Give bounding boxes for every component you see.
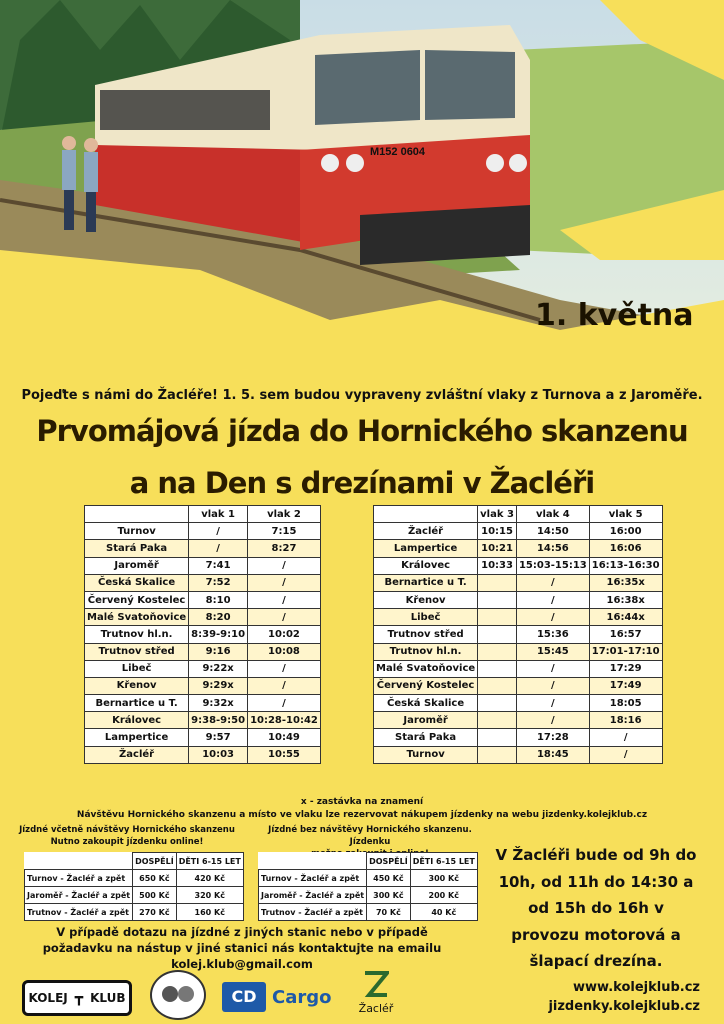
departure-time xyxy=(478,574,517,591)
departure-time: / xyxy=(189,523,248,540)
timetable-row xyxy=(374,746,663,763)
draisine-line: od 15h do 16h v xyxy=(528,899,664,917)
price-value: 500 Kč xyxy=(133,887,177,904)
departure-time xyxy=(478,746,517,763)
timetable-row xyxy=(85,746,321,763)
train-number-label: M152 0604 xyxy=(370,146,426,158)
header-train: vlak 1 xyxy=(189,506,248,523)
departure-time xyxy=(478,626,517,643)
price-value: 40 Kč xyxy=(410,904,477,921)
timetable-row xyxy=(374,712,663,729)
price-header-blank xyxy=(25,853,133,870)
header-train: vlak 5 xyxy=(589,506,662,523)
header-station xyxy=(85,506,189,523)
station-name: Křenov xyxy=(85,677,189,694)
tickets-link[interactable]: jizdenky.kolejklub.cz xyxy=(548,999,700,1014)
departure-time: / xyxy=(516,695,589,712)
reservation-note: Návštěvu Hornického skanzenu a místo ve vlaku lze rezervovat nákupem jízdenky na webu jizdenky.kolejklub.cz xyxy=(76,810,648,820)
departure-time: 14:56 xyxy=(516,540,589,557)
station-name: Červený Kostelec xyxy=(85,591,189,608)
kolejklub-logo-right: KLUB xyxy=(90,991,126,1005)
station-name: Žacléř xyxy=(374,523,478,540)
station-name: Česká Skalice xyxy=(374,695,478,712)
departure-time: / xyxy=(248,557,321,574)
timetable-row xyxy=(374,523,663,540)
route-name: Jaroměř - Žacléř a zpět xyxy=(25,887,133,904)
station-name: Stará Paka xyxy=(85,540,189,557)
timetable-row xyxy=(85,523,321,540)
station-name: Lampertice xyxy=(85,729,189,746)
departure-time: 16:13-16:30 xyxy=(589,557,662,574)
price-row xyxy=(25,887,244,904)
departure-time: 9:38-9:50 xyxy=(189,712,248,729)
price-header-row xyxy=(259,853,478,870)
departure-time: 18:16 xyxy=(589,712,662,729)
price-row xyxy=(259,904,478,921)
departure-time: 7:52 xyxy=(189,574,248,591)
departure-time: / xyxy=(248,677,321,694)
price-header: DOSPĚLÍ xyxy=(367,853,411,870)
station-name: Jaroměř xyxy=(374,712,478,729)
departure-time: 15:36 xyxy=(516,626,589,643)
departure-time: 8:27 xyxy=(248,540,321,557)
price-value: 300 Kč xyxy=(410,870,477,887)
price-value: 160 Kč xyxy=(176,904,243,921)
price-value: 70 Kč xyxy=(367,904,411,921)
departure-time: 17:49 xyxy=(589,677,662,694)
departure-time: 15:03-15:13 xyxy=(516,557,589,574)
route-name: Trutnov - Žacléř a zpět xyxy=(25,904,133,921)
price-row xyxy=(259,870,478,887)
seal-faces-icon xyxy=(158,978,198,1012)
timetable-header-row xyxy=(85,506,321,523)
departure-time: 9:16 xyxy=(189,643,248,660)
station-name: Česká Skalice xyxy=(85,574,189,591)
departure-time xyxy=(478,712,517,729)
departure-time: 10:55 xyxy=(248,746,321,763)
timetable-row xyxy=(85,574,321,591)
contact-email[interactable]: kolej.klub@gmail.com xyxy=(171,957,313,971)
station-name: Trutnov střed xyxy=(85,643,189,660)
station-name: Turnov xyxy=(85,523,189,540)
departure-time: / xyxy=(589,729,662,746)
station-name: Trutnov hl.n. xyxy=(85,626,189,643)
timetable-row xyxy=(374,557,663,574)
timetable-row xyxy=(374,660,663,677)
timetable-row xyxy=(85,712,321,729)
departure-time: / xyxy=(516,660,589,677)
departure-time: 16:06 xyxy=(589,540,662,557)
price-table-with-museum xyxy=(24,852,244,921)
timetable-row xyxy=(374,643,663,660)
header-train: vlak 3 xyxy=(478,506,517,523)
price-header: DOSPĚLÍ xyxy=(133,853,177,870)
price-header-blank xyxy=(259,853,367,870)
timetable-row xyxy=(85,557,321,574)
departure-time: 16:35x xyxy=(589,574,662,591)
departure-time: 8:10 xyxy=(189,591,248,608)
departure-time: / xyxy=(516,574,589,591)
price-row xyxy=(25,904,244,921)
station-name: Královec xyxy=(374,557,478,574)
departure-time: / xyxy=(189,540,248,557)
station-name: Bernartice u T. xyxy=(374,574,478,591)
timetable-row xyxy=(374,609,663,626)
cargo-text: Cargo xyxy=(272,986,332,1008)
price-value: 420 Kč xyxy=(176,870,243,887)
departure-time: 15:45 xyxy=(516,643,589,660)
website-link[interactable]: www.kolejklub.cz xyxy=(573,980,700,995)
price-left-label: Jízdné včetně návštěvy Hornického skanzenu Nutno zakoupit jízdenku online! xyxy=(19,825,235,847)
departure-time xyxy=(478,643,517,660)
timetable-row xyxy=(85,626,321,643)
route-name: Turnov - Žacléř a zpět xyxy=(259,870,367,887)
timetable-row xyxy=(374,540,663,557)
departure-time: / xyxy=(516,712,589,729)
station-name: Červený Kostelec xyxy=(374,677,478,694)
departure-time: 10:03 xyxy=(189,746,248,763)
header-station xyxy=(374,506,478,523)
departure-time: 17:28 xyxy=(516,729,589,746)
station-name: Bernartice u T. xyxy=(85,695,189,712)
main-title-line1: Prvomájová jízda do Hornického skanzenu xyxy=(36,414,688,448)
departure-time xyxy=(478,729,517,746)
zacler-text: Žacléř xyxy=(358,1002,394,1015)
departure-time: 10:08 xyxy=(248,643,321,660)
departure-time: 9:29x xyxy=(189,677,248,694)
zacler-logo xyxy=(354,970,398,1015)
station-name: Trutnov střed xyxy=(374,626,478,643)
zacler-z-icon xyxy=(363,970,389,998)
station-name: Malé Svatoňovice xyxy=(374,660,478,677)
departure-time xyxy=(478,591,517,608)
departure-time: 7:15 xyxy=(248,523,321,540)
station-name: Libeč xyxy=(374,609,478,626)
departure-time xyxy=(478,677,517,694)
departure-time: 10:21 xyxy=(478,540,517,557)
request-stop-note: x - zastávka na znamení xyxy=(300,797,424,807)
departure-time: 8:39-9:10 xyxy=(189,626,248,643)
timetable-row xyxy=(85,609,321,626)
kolejklub-logo-left: KOLEJ xyxy=(28,991,68,1005)
timetable-row xyxy=(374,574,663,591)
timetable-outbound xyxy=(84,505,321,764)
timetable-row xyxy=(374,695,663,712)
departure-time: 16:57 xyxy=(589,626,662,643)
departure-time: 9:57 xyxy=(189,729,248,746)
price-right-label: Jízdné bez návštěvy Hornického skanzenu. Jízdenku xyxy=(268,825,472,847)
departure-time: 14:50 xyxy=(516,523,589,540)
departure-time: 7:41 xyxy=(189,557,248,574)
timetable-row xyxy=(85,540,321,557)
station-name: Trutnov hl.n. xyxy=(374,643,478,660)
draisine-line: V Žacléři bude od 9h do xyxy=(495,846,697,864)
station-name: Libeč xyxy=(85,660,189,677)
route-name: Turnov - Žacléř a zpět xyxy=(25,870,133,887)
departure-time: 9:22x xyxy=(189,660,248,677)
station-name: Stará Paka xyxy=(374,729,478,746)
timetable-return xyxy=(373,505,663,764)
station-name: Lampertice xyxy=(374,540,478,557)
departure-time: 10:02 xyxy=(248,626,321,643)
price-header: DĚTI 6-15 LET xyxy=(176,853,243,870)
draisine-line: šlapací drezína. xyxy=(529,952,663,970)
timetable-row xyxy=(85,660,321,677)
departure-time: / xyxy=(589,746,662,763)
family-railway-seal-icon xyxy=(150,970,206,1020)
station-name: Žacléř xyxy=(85,746,189,763)
departure-time: 16:00 xyxy=(589,523,662,540)
draisine-line: provozu motorová a xyxy=(511,925,681,944)
contact-info xyxy=(20,924,464,972)
timetable-row xyxy=(374,729,663,746)
departure-time: 10:49 xyxy=(248,729,321,746)
route-name: Jaroměř - Žacléř a zpět xyxy=(259,887,367,904)
contact-line-1: V případě dotazu na jízdné z jiných stanic nebo v případě xyxy=(56,925,428,939)
timetable-row xyxy=(374,677,663,694)
timetable-row xyxy=(85,677,321,694)
price-table-without-museum xyxy=(258,852,478,921)
rail-icon: ┳ xyxy=(74,990,84,1006)
departure-time: 8:20 xyxy=(189,609,248,626)
draisine-line: 10h, od 11h do 14:30 a xyxy=(498,872,694,891)
departure-time: 10:15 xyxy=(478,523,517,540)
station-name: Jaroměř xyxy=(85,557,189,574)
date-badge: 1. května xyxy=(535,298,694,333)
station-name: Křenov xyxy=(374,591,478,608)
contact-line-2: požadavku na nástup v jiné stanici nás kontaktujte na emailu xyxy=(42,941,442,955)
cd-mark: CD xyxy=(222,982,266,1012)
draisine-info xyxy=(480,842,712,975)
price-row xyxy=(25,870,244,887)
departure-time: / xyxy=(516,609,589,626)
timetable-row xyxy=(85,591,321,608)
price-row xyxy=(259,887,478,904)
departure-time: 17:29 xyxy=(589,660,662,677)
timetable-row xyxy=(374,591,663,608)
route-name: Trutnov - Žacléř a zpět xyxy=(259,904,367,921)
cd-cargo-logo xyxy=(222,982,331,1012)
departure-time: 17:01-17:10 xyxy=(589,643,662,660)
departure-time: 16:38x xyxy=(589,591,662,608)
price-value: 300 Kč xyxy=(367,887,411,904)
price-header: DĚTI 6-15 LET xyxy=(410,853,477,870)
timetable-row xyxy=(85,729,321,746)
departure-time: / xyxy=(516,677,589,694)
departure-time: 18:45 xyxy=(516,746,589,763)
departure-time: / xyxy=(248,660,321,677)
station-name: Malé Svatoňovice xyxy=(85,609,189,626)
departure-time: / xyxy=(248,695,321,712)
timetable-header-row xyxy=(374,506,663,523)
departure-time: 10:28-10:42 xyxy=(248,712,321,729)
header-train: vlak 2 xyxy=(248,506,321,523)
price-value: 450 Kč xyxy=(367,870,411,887)
intro-text: Pojeďte s námi do Žacléře! 1. 5. sem budou vypraveny zvláštní vlaky z Turnova a z Jaroměře. xyxy=(21,388,703,403)
main-title-line2: a na Den s drezínami v Žacléři xyxy=(129,466,595,500)
departure-time: / xyxy=(248,591,321,608)
kolejklub-logo xyxy=(22,980,132,1016)
departure-time xyxy=(478,609,517,626)
departure-time: 18:05 xyxy=(589,695,662,712)
departure-time: / xyxy=(248,574,321,591)
departure-time: / xyxy=(248,609,321,626)
price-value: 200 Kč xyxy=(410,887,477,904)
departure-time: 10:33 xyxy=(478,557,517,574)
departure-time: 16:44x xyxy=(589,609,662,626)
header-train: vlak 4 xyxy=(516,506,589,523)
price-value: 320 Kč xyxy=(176,887,243,904)
price-header-row xyxy=(25,853,244,870)
departure-time xyxy=(478,660,517,677)
departure-time: 9:32x xyxy=(189,695,248,712)
price-value: 650 Kč xyxy=(133,870,177,887)
timetable-row xyxy=(374,626,663,643)
departure-time xyxy=(478,695,517,712)
timetable-row xyxy=(85,643,321,660)
price-value: 270 Kč xyxy=(133,904,177,921)
web-links xyxy=(500,978,700,1016)
departure-time: / xyxy=(516,591,589,608)
station-name: Královec xyxy=(85,712,189,729)
station-name: Turnov xyxy=(374,746,478,763)
timetable-row xyxy=(85,695,321,712)
